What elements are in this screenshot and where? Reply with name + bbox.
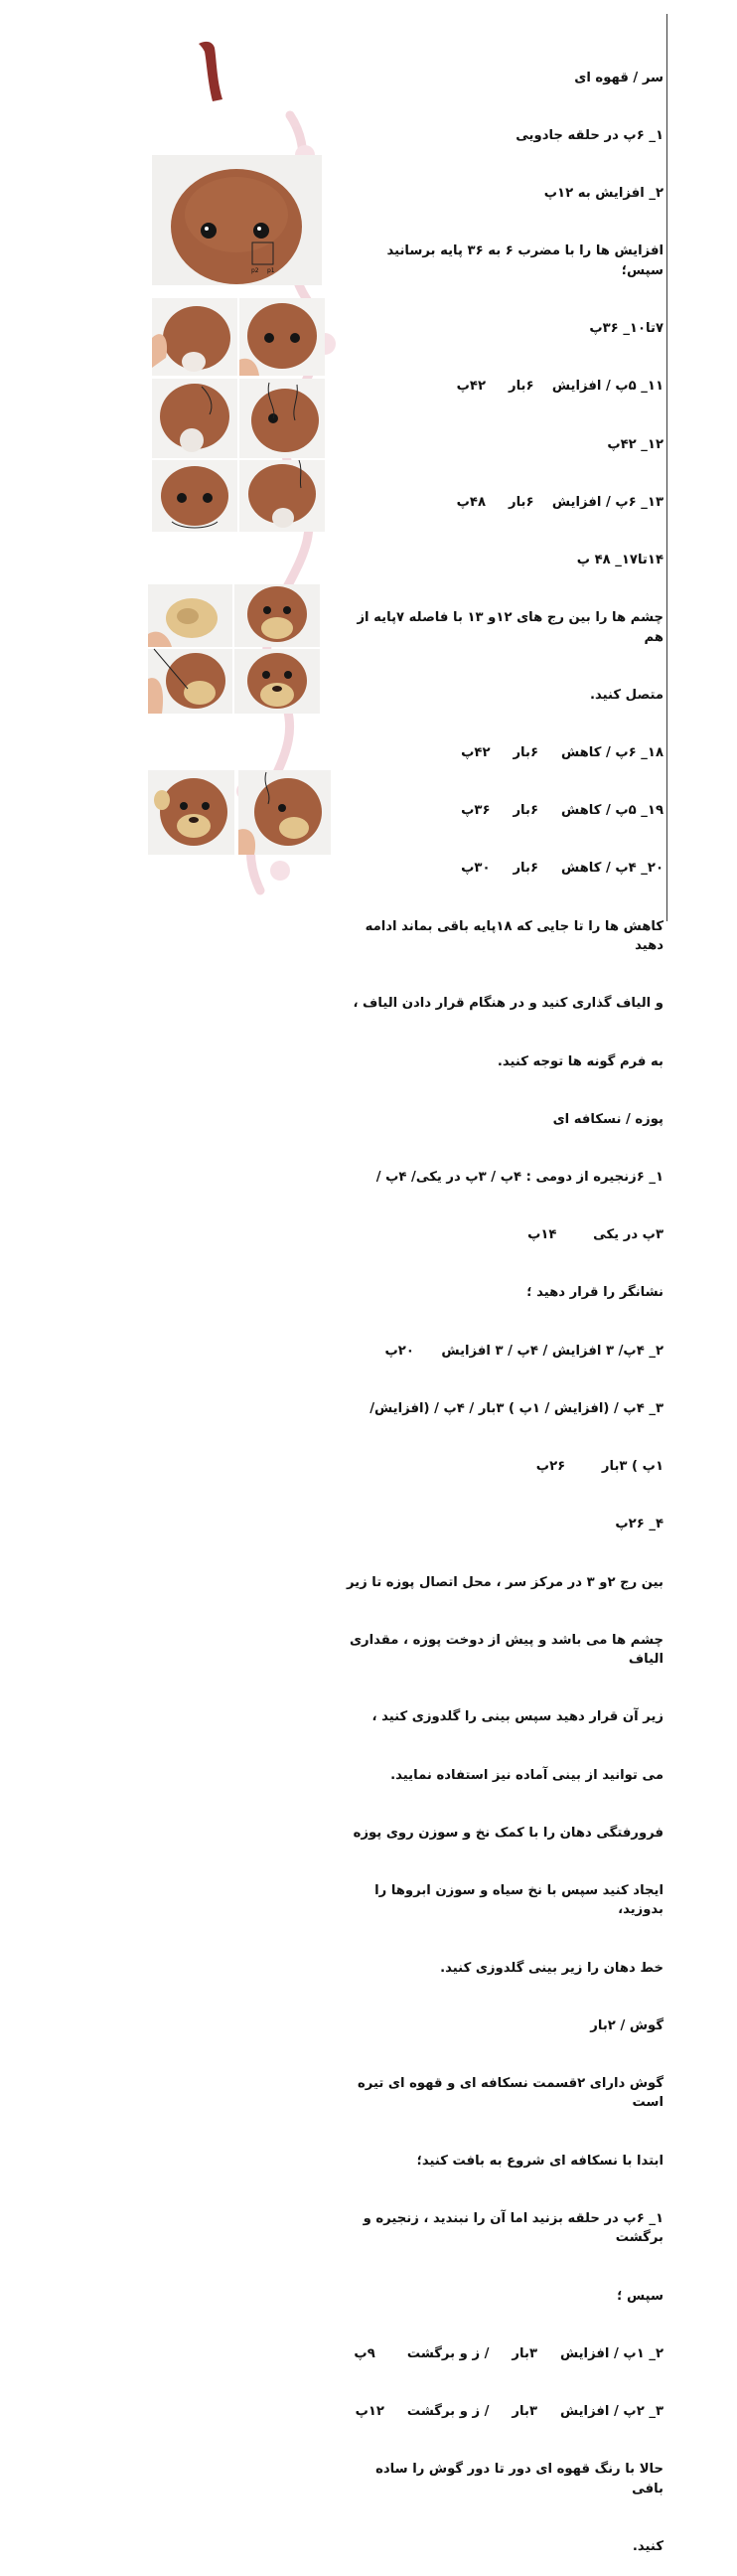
text-line: سر / قهوه ای [574, 70, 663, 85]
photo-head-front-eyes [239, 298, 325, 376]
photo-head-eyes [152, 155, 322, 285]
photo-head-ear-side [238, 770, 331, 855]
text-line: ۱۹_ ۵پ / کاهش ۶بار ۳۶پ [461, 803, 663, 819]
photo-head-stuffing [152, 379, 237, 458]
photo-snout-stitching [148, 649, 232, 714]
photo-label-p2: p2 [251, 267, 259, 274]
text-line: نشانگر را قرار دهید ؛ [526, 1285, 663, 1301]
text-line: گوش / ۲بار [590, 2017, 663, 2033]
text-line: خط دهان را زیر بینی گلدوزی کنید. [440, 1960, 663, 1976]
photo-label-p1: p1 [267, 267, 275, 274]
page-number-glyph [199, 42, 222, 101]
text-line: ۱_ ۶زنجیره از دومی : ۴پ / ۳پ در یکی/ ۴پ / [375, 1169, 663, 1185]
text-line: حالا با رنگ قهوه ای دور تا دور گوش را ساده بافی [370, 2462, 663, 2496]
text-line: ۲_ ۴پ/ ۳ افزایش / ۴پ / ۳ افزایش ۲۰پ [384, 1343, 663, 1359]
photo-head-back-shaped [239, 460, 325, 532]
text-line: ۱_ ۶پ در حلقه جادویی [516, 128, 663, 144]
text-line: ۴_ ۲۶پ [615, 1517, 663, 1532]
text-line: زیر آن قرار دهید سپس بینی را گلدوزی کنید ، [371, 1709, 663, 1725]
text-line: می توانید از بینی آماده نیز استفاده نمایید. [390, 1767, 663, 1783]
text-line: و الیاف گذاری کنید و در هنگام قرار دادن الیاف ، [353, 996, 663, 1012]
text-line: ۱۱_ ۵پ / افزایش ۶بار ۴۲پ [456, 379, 663, 395]
text-line: ۱۴تا۱۷_ ۴۸ پ [576, 552, 663, 567]
text-line: بین رج ۲و ۳ در مرکز سر ، محل اتصال پوزه تا زیر [346, 1574, 663, 1590]
text-line: ۱۲_ ۴۲پ [607, 436, 663, 452]
text-line: ۲_ ۱پ / افزایش ۳بار / ز و برگشت ۹پ [354, 2345, 663, 2361]
text-line: چشم ها را بین رج های ۱۲و ۱۳ با فاصله ۷پایه از هم [352, 610, 663, 645]
text-line: ۱۳_ ۶پ / افزایش ۶بار ۴۸پ [456, 494, 663, 510]
text-line: ۱پ ) ۳بار ۲۶پ [535, 1459, 663, 1475]
text-line: پوزه / نسکافه ای [552, 1111, 663, 1127]
text-line: ۳_ ۴پ / (افزایش / ۱پ ) ۳بار / ۴پ / (افزایش/ [369, 1400, 663, 1416]
text-line: به فرم گونه ها توجه کنید. [497, 1053, 663, 1069]
photo-head-ear-front [148, 770, 234, 855]
text-line: افزایش ها را با مضرب ۶ به ۳۶ پایه برسانید سپس؛ [381, 243, 663, 278]
text-line: ۳_ ۲پ / افزایش ۳بار / ز و برگشت ۱۲پ [355, 2403, 663, 2419]
text-line: کنید. [632, 2538, 663, 2554]
photo-head-side-threads [239, 379, 325, 458]
photo-snout-nose-embroidered [234, 649, 320, 714]
photo-snout-piece [148, 584, 232, 647]
photo-head-front-shaped [152, 460, 237, 532]
text-line: فرورفتگی دهان را با کمک نخ و سوزن روی پوزه [353, 1825, 663, 1841]
text-line: ۳پ در یکی ۱۴پ [527, 1227, 663, 1243]
page-divider [666, 14, 667, 921]
text-line: متصل کنید. [590, 687, 663, 703]
text-line: چشم ها می باشد و پیش از دوخت پوزه ، مقداری الیاف [345, 1632, 663, 1668]
text-line: ایجاد کنید سپس با نخ سیاه و سوزن ابروها را بدوزید، [369, 1883, 663, 1918]
text-line: گوش دارای ۲قسمت نسکافه ای و قهوه ای تیره است [353, 2076, 663, 2111]
text-line: ۲۰_ ۴پ / کاهش ۶بار ۳۰پ [461, 861, 663, 877]
text-line: ۱_ ۶پ در حلقه بزنید اما آن را نبندید ، زنجیره و برگشت [359, 2210, 663, 2246]
pattern-text [343, 30, 663, 2576]
text-line: ابتدا با نسکافه ای شروع به بافت کنید؛ [416, 2153, 663, 2169]
text-line: ۱۸_ ۶پ / کاهش ۶بار ۴۲پ [461, 745, 663, 761]
photo-head-with-snout [234, 584, 320, 647]
text-line: سپس ؛ [617, 2288, 663, 2304]
text-line: کاهش ها را تا جایی که ۱۸پایه باقی بماند ادامه دهید [361, 918, 663, 954]
text-line: ۷تا۱۰_ ۳۶پ [589, 321, 663, 337]
text-line: ۲_ افزایش به ۱۲پ [543, 186, 663, 202]
photo-head-back-hand [152, 298, 237, 376]
